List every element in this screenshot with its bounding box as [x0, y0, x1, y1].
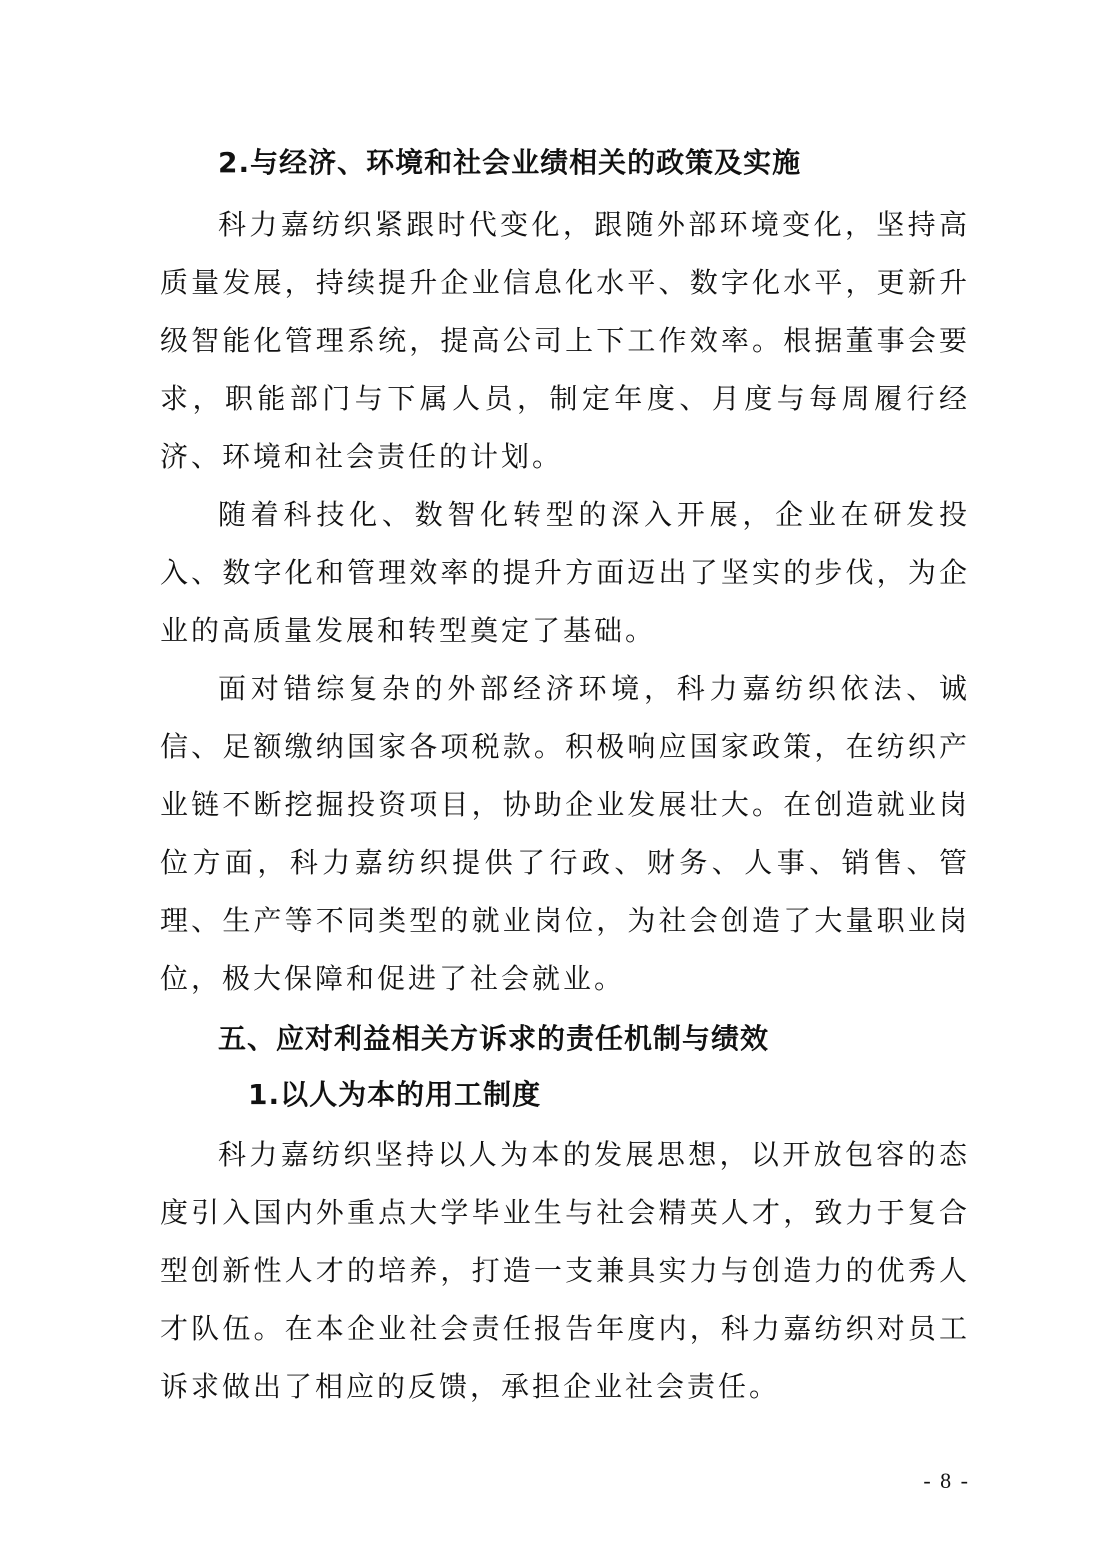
paragraph-digital-upgrade: 科力嘉纺织紧跟时代变化，跟随外部环境变化，坚持高质量发展，持续提升企业信息化水平、数字化水平，更新升级智能化管理系统，提高公司上下工作效率。根据董事会要求，职能部门与下属人员，制定年度、月度与每周履行经济、环境和社会责任的计划。 — [160, 208, 970, 473]
paragraph-tax-employment: 面对错综复杂的外部经济环境，科力嘉纺织依法、诚信、足额缴纳国家各项税款。积极响应国家政策，在纺织产业链不断挖掘投资项目，协助企业发展壮大。在创造就业岗位方面，科力嘉纺织提供了行政、财务、人事、销售、管理、生产等不同类型的就业岗位，为社会创造了大量职业岗位，极大保障和促进了社会就业。 — [160, 672, 970, 995]
subsection-heading-people: 1.以人为本的用工制度 — [248, 1078, 542, 1111]
chapter-heading-stakeholders: 五、应对利益相关方诉求的责任机制与绩效 — [218, 1022, 770, 1055]
paragraph-talent: 科力嘉纺织坚持以人为本的发展思想，以开放包容的态度引入国内外重点大学毕业生与社会精英人才，致力于复合型创新性人才的培养，打造一支兼具实力与创造力的优秀人才队伍。在本企业社会责任报告年度内，科力嘉纺织对员工诉求做出了相应的反馈，承担企业社会责任。 — [160, 1138, 970, 1403]
document-body — [160, 138, 970, 1416]
section-heading-policies: 2.与经济、环境和社会业绩相关的政策及实施 — [218, 146, 802, 179]
page-number: - 8 - — [923, 1468, 970, 1493]
paragraph-transformation: 随着科技化、数智化转型的深入开展，企业在研发投入、数字化和管理效率的提升方面迈出了坚实的步伐，为企业的高质量发展和转型奠定了基础。 — [160, 498, 970, 647]
